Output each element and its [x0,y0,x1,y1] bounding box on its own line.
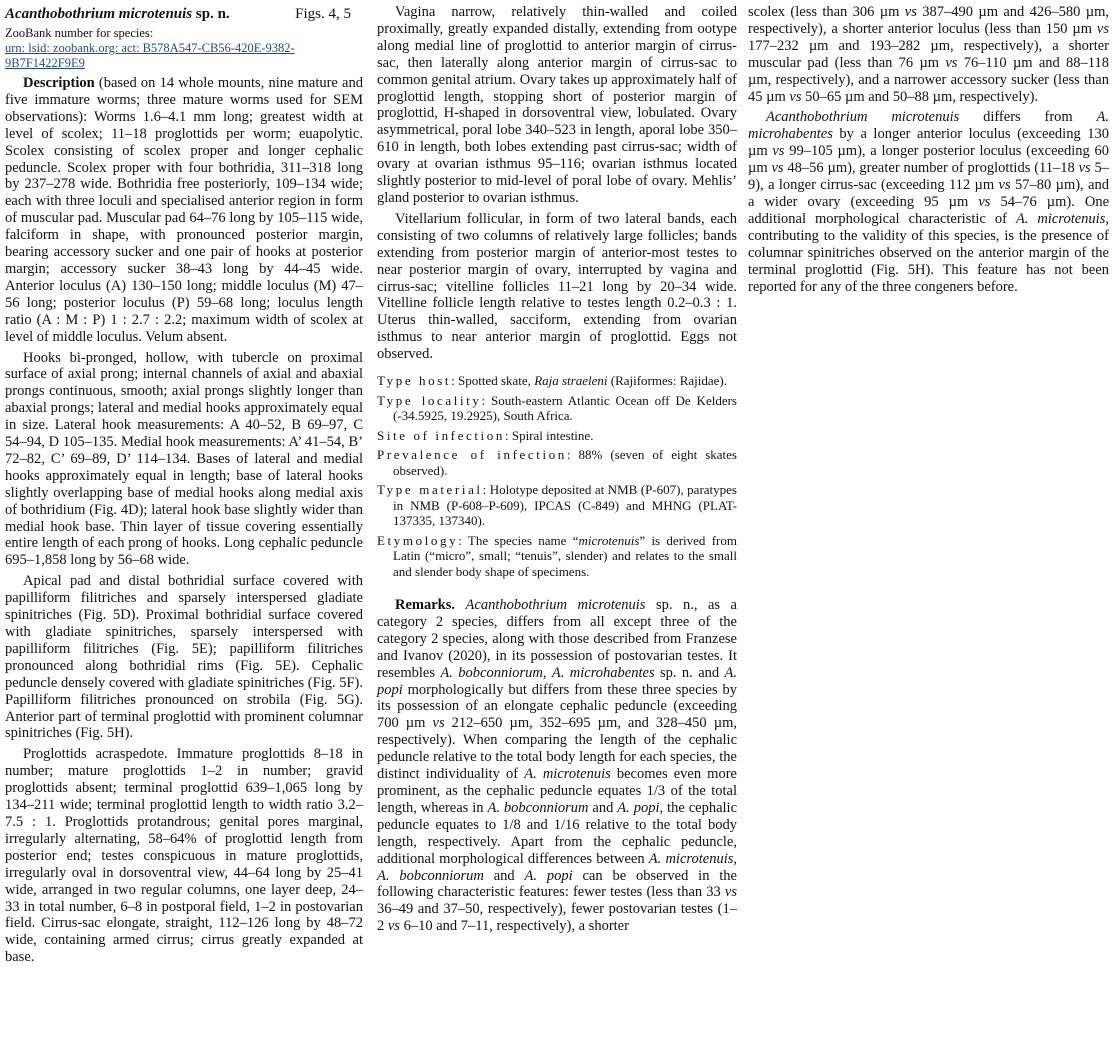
column-2 [377,4,737,939]
type-info-label: Site of infection [377,427,505,443]
bold-text: Remarks. [395,597,456,614]
proglottids-paragraph: Proglottids acraspedote. Immature proglottids 8–18 in number; mature proglottids 1–2 in number; gravid proglottids absent; terminal proglottid 639–1,065 long by 134–211 wide; terminal proglottid length to width ratio 3.2–7.5 : 1. Proglottids protandrous; genital pores marginal, irregularly alternating, 58–64% of proglottid length from posterior end; testes conspicuous in mature proglottids, irregularly oval in dorsoventral view, 44–64 long by 25–41 wide, arranged in two regular columns, one layer deep, 24–33 in total number, 6–8 in postporal field, 1–2 in postovarian field. Cirrus-sac elongate, straight, 112–126 long by 48–72 wide, containing armed cirrus; cirrus greatly expanded at base. [5,746,363,966]
italic-text: A. bobconniorum [487,799,589,816]
hooks-paragraph: Hooks bi-pronged, hollow, with tubercle on proximal surface of axial prong; internal channels of axial and abaxial prongs continuous, smooth; axial prongs slightly longer than abaxial prongs; lateral and medial hooks approximately equal in size. Lateral hook measurements: A 40–52, B 69–97, C 54–94, D 105–135. Medial hook measurements: A’ 41–54, B’ 72–82, C’ 69–89, D’ 114–134. Bases of lateral and medial hooks approximately equal in length; base of lateral hooks slightly overlapping base of medial hooks along medial axis of bothridium (Fig. 4D); lateral hook base slightly wider than medial hook base. Thin layer of tissue covering essentially entire length of each prong of hooks. Long cephalic peduncle 695–1,858 long by 56–68 wide. [5,349,363,569]
type-info-label: Etymology [377,532,459,548]
italic-text: vs [771,160,784,177]
type-info-item: Type material: Holotype deposited at NMB (P-607), paratypes in NMB (P-608–P-609), IPCAS (C-849) and MHNG (PLAT-137335, 137340). [377,482,737,529]
italic-text: Raja straeleni [534,373,608,389]
italic-text: A. microtenuis [524,766,611,783]
type-info-item: Etymology: The species name “microtenuis” is derived from Latin (“micro”, small; “tenuis”, slender) and relates to the small and slender body shape of specimens. [377,532,737,579]
zoobank-link[interactable]: urn: lsid: zoobank.org: act: B578A547-CB56-420E-9382-9B7F1422F9E9 [5,41,295,70]
italic-text: vs [724,884,737,901]
italic-text: A. microhabentes [551,664,655,681]
type-info-text: Holotype deposited at NMB (P-607), paratypes in NMB (P-608–P-609), IPCAS (C-849) and MHNG (PLAT-137335, 137340). [393,482,737,529]
italic-text: A. microhabentes [748,109,1109,143]
type-info-text: The species name “microtenuis” is derived from Latin (“micro”, small; “tenuis”, slender) and relates to the small and slender body shape of specimens. [393,532,737,579]
italic-text: vs [978,193,991,210]
italic-text: A. microtenuis [1015,210,1106,227]
bold-text: Description [23,75,95,91]
type-info-label: Type host [377,373,452,389]
italic-text: vs [432,715,445,732]
type-info-label: Type locality [377,392,482,408]
type-info-text: Spiral intestine. [511,427,594,443]
type-info-item: Type locality: South-eastern Atlantic Ocean off De Kelders (-34.5925, 19.2925), South Africa. [377,392,737,424]
italic-text: vs [789,88,802,105]
italic-text: Acanthobothrium microtenuis [5,6,193,22]
type-info-label: Prevalence of infection [377,447,567,463]
vagina-ovary-paragraph: Vagina narrow, relatively thin-walled and coiled proximally, greatly expanded distally, extending from ootype along medial line of proglottid to anterior margin of cirrus-sac, then laterally along anterior margin of cirrus-sac to common genital atrium. Ovary takes up approximately half of proglottid length, stopping short of posterior margin of proglottid, H-shaped in dorsoventral view, lobulated. Ovary asymmetrical, poral lobe 340–523 in length, aporal lobe 350–610 in length, both lobes extending past cirrus-sac; width of ovary at ovarian isthmus 95–116; ovarian isthmus located slightly posterior to mid-level of poral lobe of ovary. Mehlis’ gland posterior to ovarian isthmus. [377,4,737,206]
vitellarium-paragraph: Vitellarium follicular, in form of two lateral bands, each consisting of two columns of relatively large follicles; bands extending from posterior margin of anterior-most testes to near posterior margin of ovary, interrupted by vagina and cirrus-sac; vitelline follicles 11–21 long by 20–34 wide. Vitelline follicle length relative to testes length 0.2–0.3 : 1. Uterus thin-walled, sacciform, extending from ovarian isthmus to near anterior margin of proglottid. Eggs not observed. [377,210,737,363]
italic-text: A. bobconniorum [377,867,484,884]
italic-text: vs [1078,160,1091,177]
italic-text: vs [904,4,917,20]
italic-text: Acanthobothrium microtenuis [465,597,646,614]
italic-text: microtenuis [578,532,640,548]
italic-text: vs [387,918,400,935]
italic-text: Acanthobothrium microtenuis [766,109,960,126]
remarks-continued-paragraph: scolex (less than 306 µm vs 387–490 µm and 426–580 µm, respectively), a shorter anterior loculus (less than 150 µm vs 177–232 µm and 193–282 µm, respectively), a shorter muscular pad (less than 76 µm vs 76–110 µm and 88–118 µm, respectively), and a narrower accessory sucker (less than 45 µm vs 50–65 µm and 50–88 µm, respectively). [748,4,1110,105]
italic-text: vs [945,54,958,71]
type-info-list [377,373,737,579]
species-heading [5,4,363,24]
microtriches-paragraph: Apical pad and distal bothridial surface covered with papilliform filitriches and sparsely interspersed gladiate spinitriches (Fig. 5D). Proximal bothridial surface covered with gladiate spinitriches, sparsely interspersed with papilliform filitriches (Fig. 5E); papilliform filitriches pronounced along bothridial rims (Fig. 5E). Cephalic peduncle densely covered with gladiate spinitriches (Fig. 5F). Papilliform filitriches pronounced on strobila (Fig. 5G). Anterior part of terminal proglottid with prominent columnar spinitriches (Fig. 5H). [5,573,363,742]
remarks-paragraph: Remarks. Acanthobothrium microtenuis sp. n., as a category 2 species, differs from all except three of the category 2 species, along with those described from Franzese and Ivanov (2020), in its possession of postovarian testes. It resembles A. bobconniorum, A. microhabentes sp. n. and A. popi morphologically but differs from these three species by its possession of an elongate cephalic peduncle (exceeding 700 µm vs 212–650 µm, 352–695 µm, and 328–450 µm, respectively). When comparing the length of the cephalic peduncle relative to the total body length for each species, the distinct individuality of A. microtenuis becomes even more prominent, as the cephalic peduncle equates 1/3 of the total length, whereas in A. bobconniorum and A. popi, the cephalic peduncle equates to 1/8 and 1/16 relative to the total body length, respectively. Apart from the cephalic peduncle, additional morphological differences between A. microtenuis, A. bobconniorum and A. popi can be observed in the following characteristic features: fewer testes (less than 33 vs 36–49 and 37–50, respectively), fewer postovarian testes (1–2 vs 6–10 and 7–11, respectively), a shorter [377,597,738,935]
species-title: Acanthobothrium microtenuis sp. n. [5,6,230,22]
italic-text: A. bobconniorum [440,664,543,681]
type-info-text: 88% (seven of eight skates observed). [393,447,737,478]
italic-text: vs [1096,20,1109,37]
type-info-label: Type material [377,482,483,498]
column-3 [748,4,1109,299]
type-info-text: South-eastern Atlantic Ocean off De Kelders (-34.5925, 19.2925), South Africa. [393,392,737,424]
type-info-text: Spotted skate, Raja straeleni (Rajiformes: Rajidae). [458,373,727,389]
description-paragraph: Description (based on 14 whole mounts, nine mature and five immature worms; three mature worms used for SEM observations): Worms 1.6–4.1 mm long; greatest width at level of scolex; 11–18 proglottids per worm; euapolytic. Scolex consisting of scolex proper and longer cephalic peduncle. Scolex proper with four bothridia, 311–318 long by 237–278 wide. Bothridia free posteriorly, 109–134 wide; each with three loculi and specialised anterior region in form of muscular pad. Muscular pad 64–76 long by 105–115 wide, falciform in shape, with pronounced posterior margin, bearing accessory sucker and one pair of hooks at posterior margin; accessory sucker 38–43 long by 44–45 wide. Anterior loculus (A) 130–150 long; middle loculus (M) 47–56 long; posterior loculus (P) 59–68 long; loculus length ratio (A : M : P) 1 : 2.7 : 2.2; maximum width of scolex at level of middle loculus. Velum absent. [5,75,363,345]
type-info-item: Site of infection: Spiral intestine. [377,427,594,443]
italic-text: vs [998,177,1011,194]
type-info-item: Type host: Spotted skate, Raja straeleni (Rajiformes: Rajidae). [377,373,727,389]
zoobank-label: ZooBank number for species: [5,26,154,40]
type-info-item: Prevalence of infection: 88% (seven of eight skates observed). [377,447,737,478]
comparison-paragraph: Acanthobothrium microtenuis differs from A. microhabentes by a longer anterior loculus (exceeding 130 µm vs 99–105 µm), a longer posterior loculus (exceeding 60 µm vs 48–56 µm), greater number of proglottids (11–18 vs 5–9), a longer cirrus-sac (exceeding 112 µm vs 57–80 µm), and a wider ovary (exceeding 95 µm vs 54–76 µm). One additional morphological characteristic of A. microtenuis, contributing to the validity of this species, is the presence of columnar spinitriches observed on the anterior margin of the terminal proglottid (Fig. 5H). This feature has not been reported for any of the three congeners before. [748,109,1110,295]
italic-text: A. popi [377,664,738,698]
column-1 [5,4,363,970]
figure-reference: Figs. 4, 5 [295,6,351,22]
italic-text: A. microtenuis [648,850,734,867]
italic-text: A. popi [617,799,660,816]
italic-text: A. popi [524,867,573,884]
italic-text: vs [772,143,785,160]
